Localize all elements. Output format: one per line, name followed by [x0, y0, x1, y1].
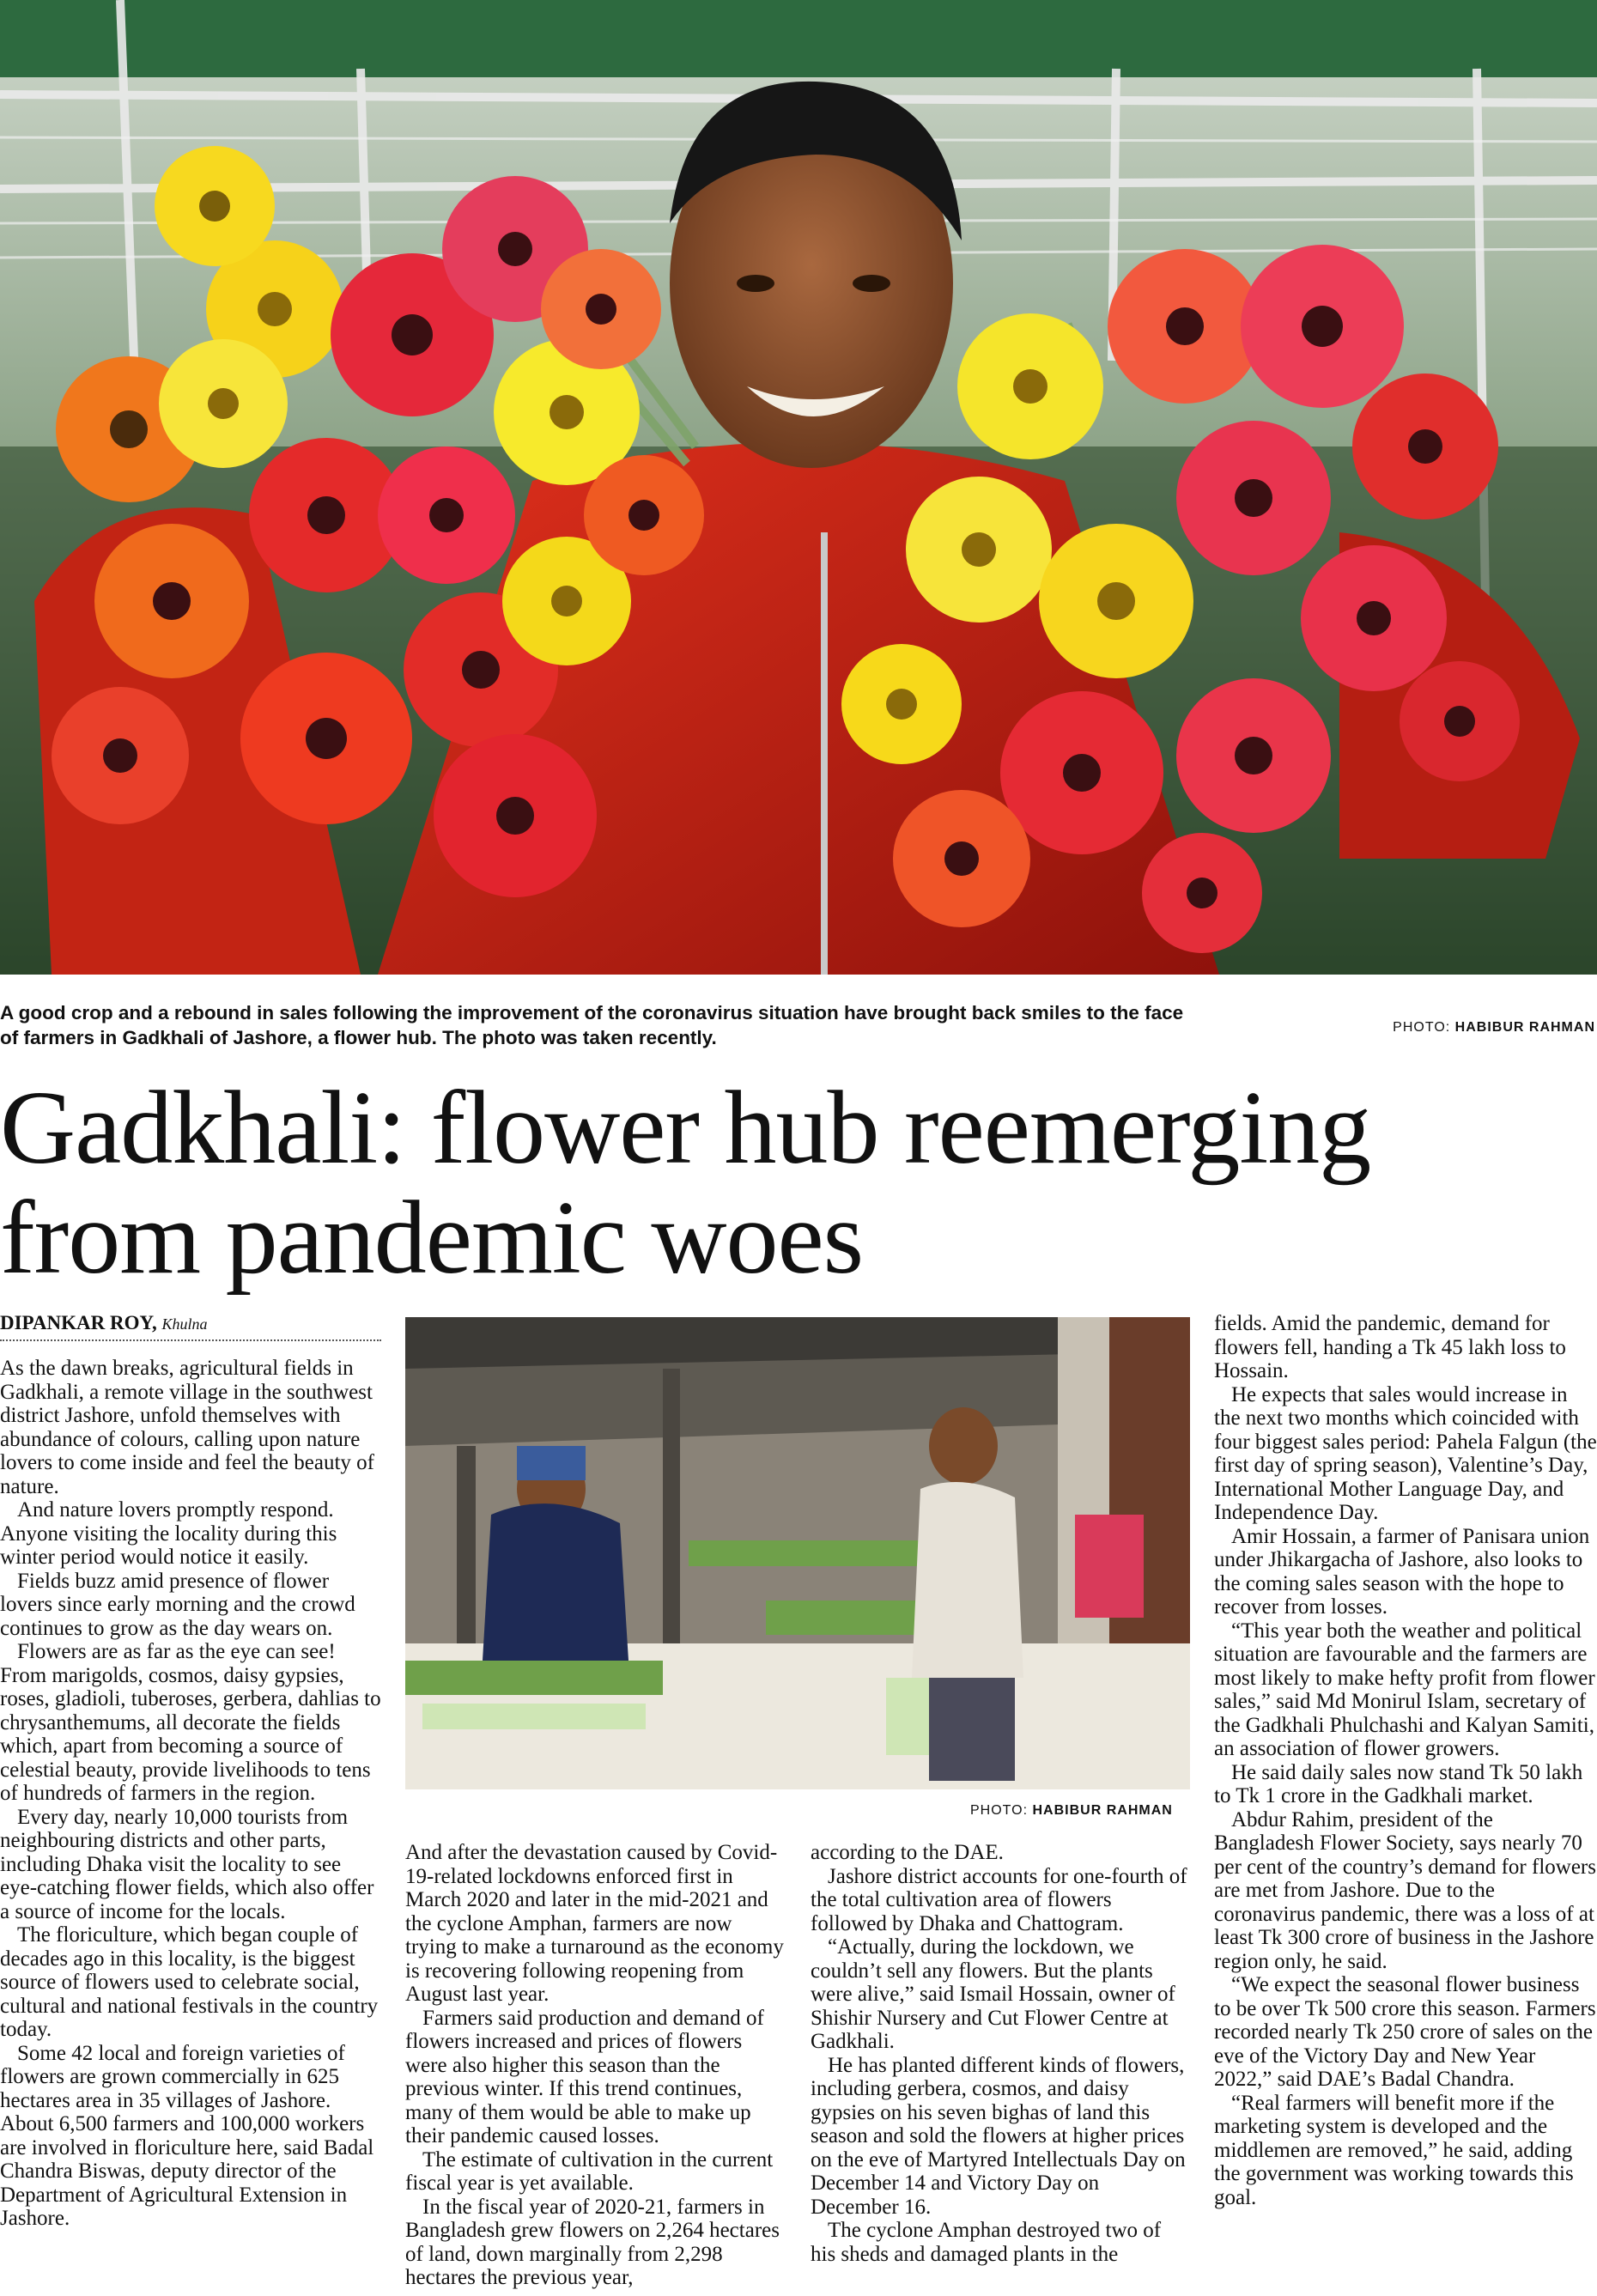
paragraph: And nature lovers promptly respond. Anyone visiting the locality during this winter period would notice it easily. — [0, 1498, 337, 1569]
paragraph: Every day, nearly 10,000 tourists from neighbouring districts and other parts, including Dhaka visit the locality to see eye-catching flower fields, which also offer a source of income for the locals. — [0, 1805, 374, 1923]
paragraph: He has planted different kinds of flowers, including gerbera, cosmos, and daisy gypsies on his seven bighas of land this season and sold the flowers at higher prices on the eve of Martyred Intellectuals Day on December 14 and Victory Day on December 16. — [811, 2053, 1186, 2219]
paragraph: The floriculture, which began couple of decades ago in this locality, is the biggest source of flowers used to celebrate social, cultural and national festivals in the country today. — [0, 1923, 379, 2041]
paragraph: He said daily sales now stand Tk 50 lakh to Tk 1 crore in the Gadkhali market. — [1214, 1760, 1583, 1807]
market-photo-credit — [970, 1803, 1173, 1819]
headline-line-2: from pandemic woes — [0, 1180, 864, 1296]
photo-credit-name: HABIBUR RAHMAN — [1454, 1020, 1595, 1035]
paragraph: “This year both the weather and political situation are favourable and the farmers are most likely to make hefty profit from flower sales,” said Md Monirul Islam, secretary of the Gadkhali Phulchashi and Kalyan Samiti, an association of flower growers. — [1214, 1619, 1595, 1760]
article-column-3 — [811, 1841, 1188, 2296]
paragraph: “Real farmers will benefit more if the marketing system is developed and the middlemen are removed,” he said, adding the government was working towards this goal. — [1214, 2091, 1574, 2209]
paragraph: fields. Amid the pandemic, demand for flowers fell, handing a Tk 45 lakh loss to Hossain. — [1214, 1312, 1566, 1382]
hero-caption: A good crop and a rebound in sales following the improvement of the coronavirus situation have brought back smiles to the face of farmers in Gadkhali of Jashore, a flower hub. The photo was taken recently. — [0, 1002, 1184, 1048]
byline — [0, 1312, 381, 1341]
paragraph: “We expect the seasonal flower business to be over Tk 500 crore this season. Farmers recorded nearly Tk 250 crore of sales on the eve of the Victory Day and New Year 2022,” said DAE’s Badal Chandra. — [1214, 1973, 1596, 2091]
hero-photo-credit — [1393, 1020, 1595, 1036]
paragraph: “Actually, during the lockdown, we couldn’t sell any flowers. But the plants were alive,” said Ismail Hossain, owner of Shishir Nursery and Cut Flower Centre at Gadkhali. — [811, 1935, 1175, 2053]
flower-market-image — [405, 1317, 1190, 1789]
byline-location: Khulna — [161, 1315, 208, 1333]
paragraph: Fields buzz amid presence of flower lovers since early morning and the crowd continues to grow as the day wears on. — [0, 1569, 355, 1640]
paragraph: In the fiscal year of 2020-21, farmers in Bangladesh grew flowers on 2,264 hectares of land, down marginally from 2,298 hectares the previous year, — [405, 2195, 780, 2289]
paragraph: Some 42 local and foreign varieties of flowers are grown commercially in 625 hectares area in 35 villages of Jashore. About 6,500 farmers and 100,000 workers are involved in floriculture here, said Badal Chandra Biswas, deputy director of the Department of Agricultural Extension in Jashore. — [0, 2041, 374, 2230]
paragraph: The cyclone Amphan destroyed two of his sheds and damaged plants in the — [811, 2219, 1162, 2266]
photo-credit-name: HABIBUR RAHMAN — [1032, 1803, 1173, 1818]
photo-credit-label: PHOTO: — [1393, 1020, 1451, 1035]
paragraph: Abdur Rahim, president of the Bangladesh Flower Society, says nearly 70 per cent of the country’s demand for flowers are met from Jashore. Due to the coronavirus pandemic, there was a loss of at least Tk 300 crore of business in the Jashore region only, he said. — [1214, 1807, 1596, 1973]
article-column-2 — [405, 1841, 788, 2296]
paragraph: The estimate of cultivation in the current fiscal year is yet available. — [405, 2147, 774, 2195]
paragraph: Farmers said production and demand of flowers increased and prices of flowers were also higher this season than the previous winter. If this trend continues, many of them would be able to make up their pandemic caused losses. — [405, 2006, 764, 2147]
article-column-4 — [1214, 1312, 1597, 2296]
paragraph: He expects that sales would increase in the next two months which coincided with four biggest sales period: Pahela Falgun (the first day of spring season), Valentine’s Day, International Mother Language Day, and Independence Day. — [1214, 1382, 1597, 1524]
paragraph: according to the DAE. — [811, 1841, 1004, 1864]
hero-photo — [0, 0, 1597, 975]
byline-author: DIPANKAR ROY, — [0, 1312, 157, 1333]
paragraph: Amir Hossain, a farmer of Panisara union under Jhikargacha of Jashore, also looks to the coming sales season with the hope to recover from losses. — [1214, 1524, 1590, 1619]
headline — [0, 1070, 1597, 1296]
market-photo — [405, 1317, 1190, 1789]
headline-line-1: Gadkhali: flower hub reemerging — [0, 1070, 1371, 1186]
article-column-1 — [0, 1357, 381, 2296]
paragraph: Flowers are as far as the eye can see! From marigolds, cosmos, daisy gypsies, roses, gladioli, tuberoses, gerbera, dahlias to chrysanthemums, all decorate the fields which, apart from becoming a source of celestial beauty, provide livelihoods to tens of hundreds of farmers in the region. — [0, 1640, 381, 1805]
farmer-with-gerbera-flowers-image — [0, 0, 1597, 975]
paragraph: As the dawn breaks, agricultural fields in Gadkhali, a remote village in the southwest district Jashore, unfold themselves with abundance of colours, calling upon nature lovers to come inside and feel the beauty of nature. — [0, 1357, 374, 1498]
paragraph: And after the devastation caused by Covid-19-related lockdowns enforced first in March 2020 and later in the mid-2021 and the cyclone Amphan, farmers are now trying to make a turnaround as the economy is recovering following reopening from August last year. — [405, 1841, 784, 2006]
paragraph: Jashore district accounts for one-fourth of the total cultivation area of flowers followed by Dhaka and Chattogram. — [811, 1864, 1187, 1935]
photo-credit-label: PHOTO: — [970, 1803, 1029, 1818]
